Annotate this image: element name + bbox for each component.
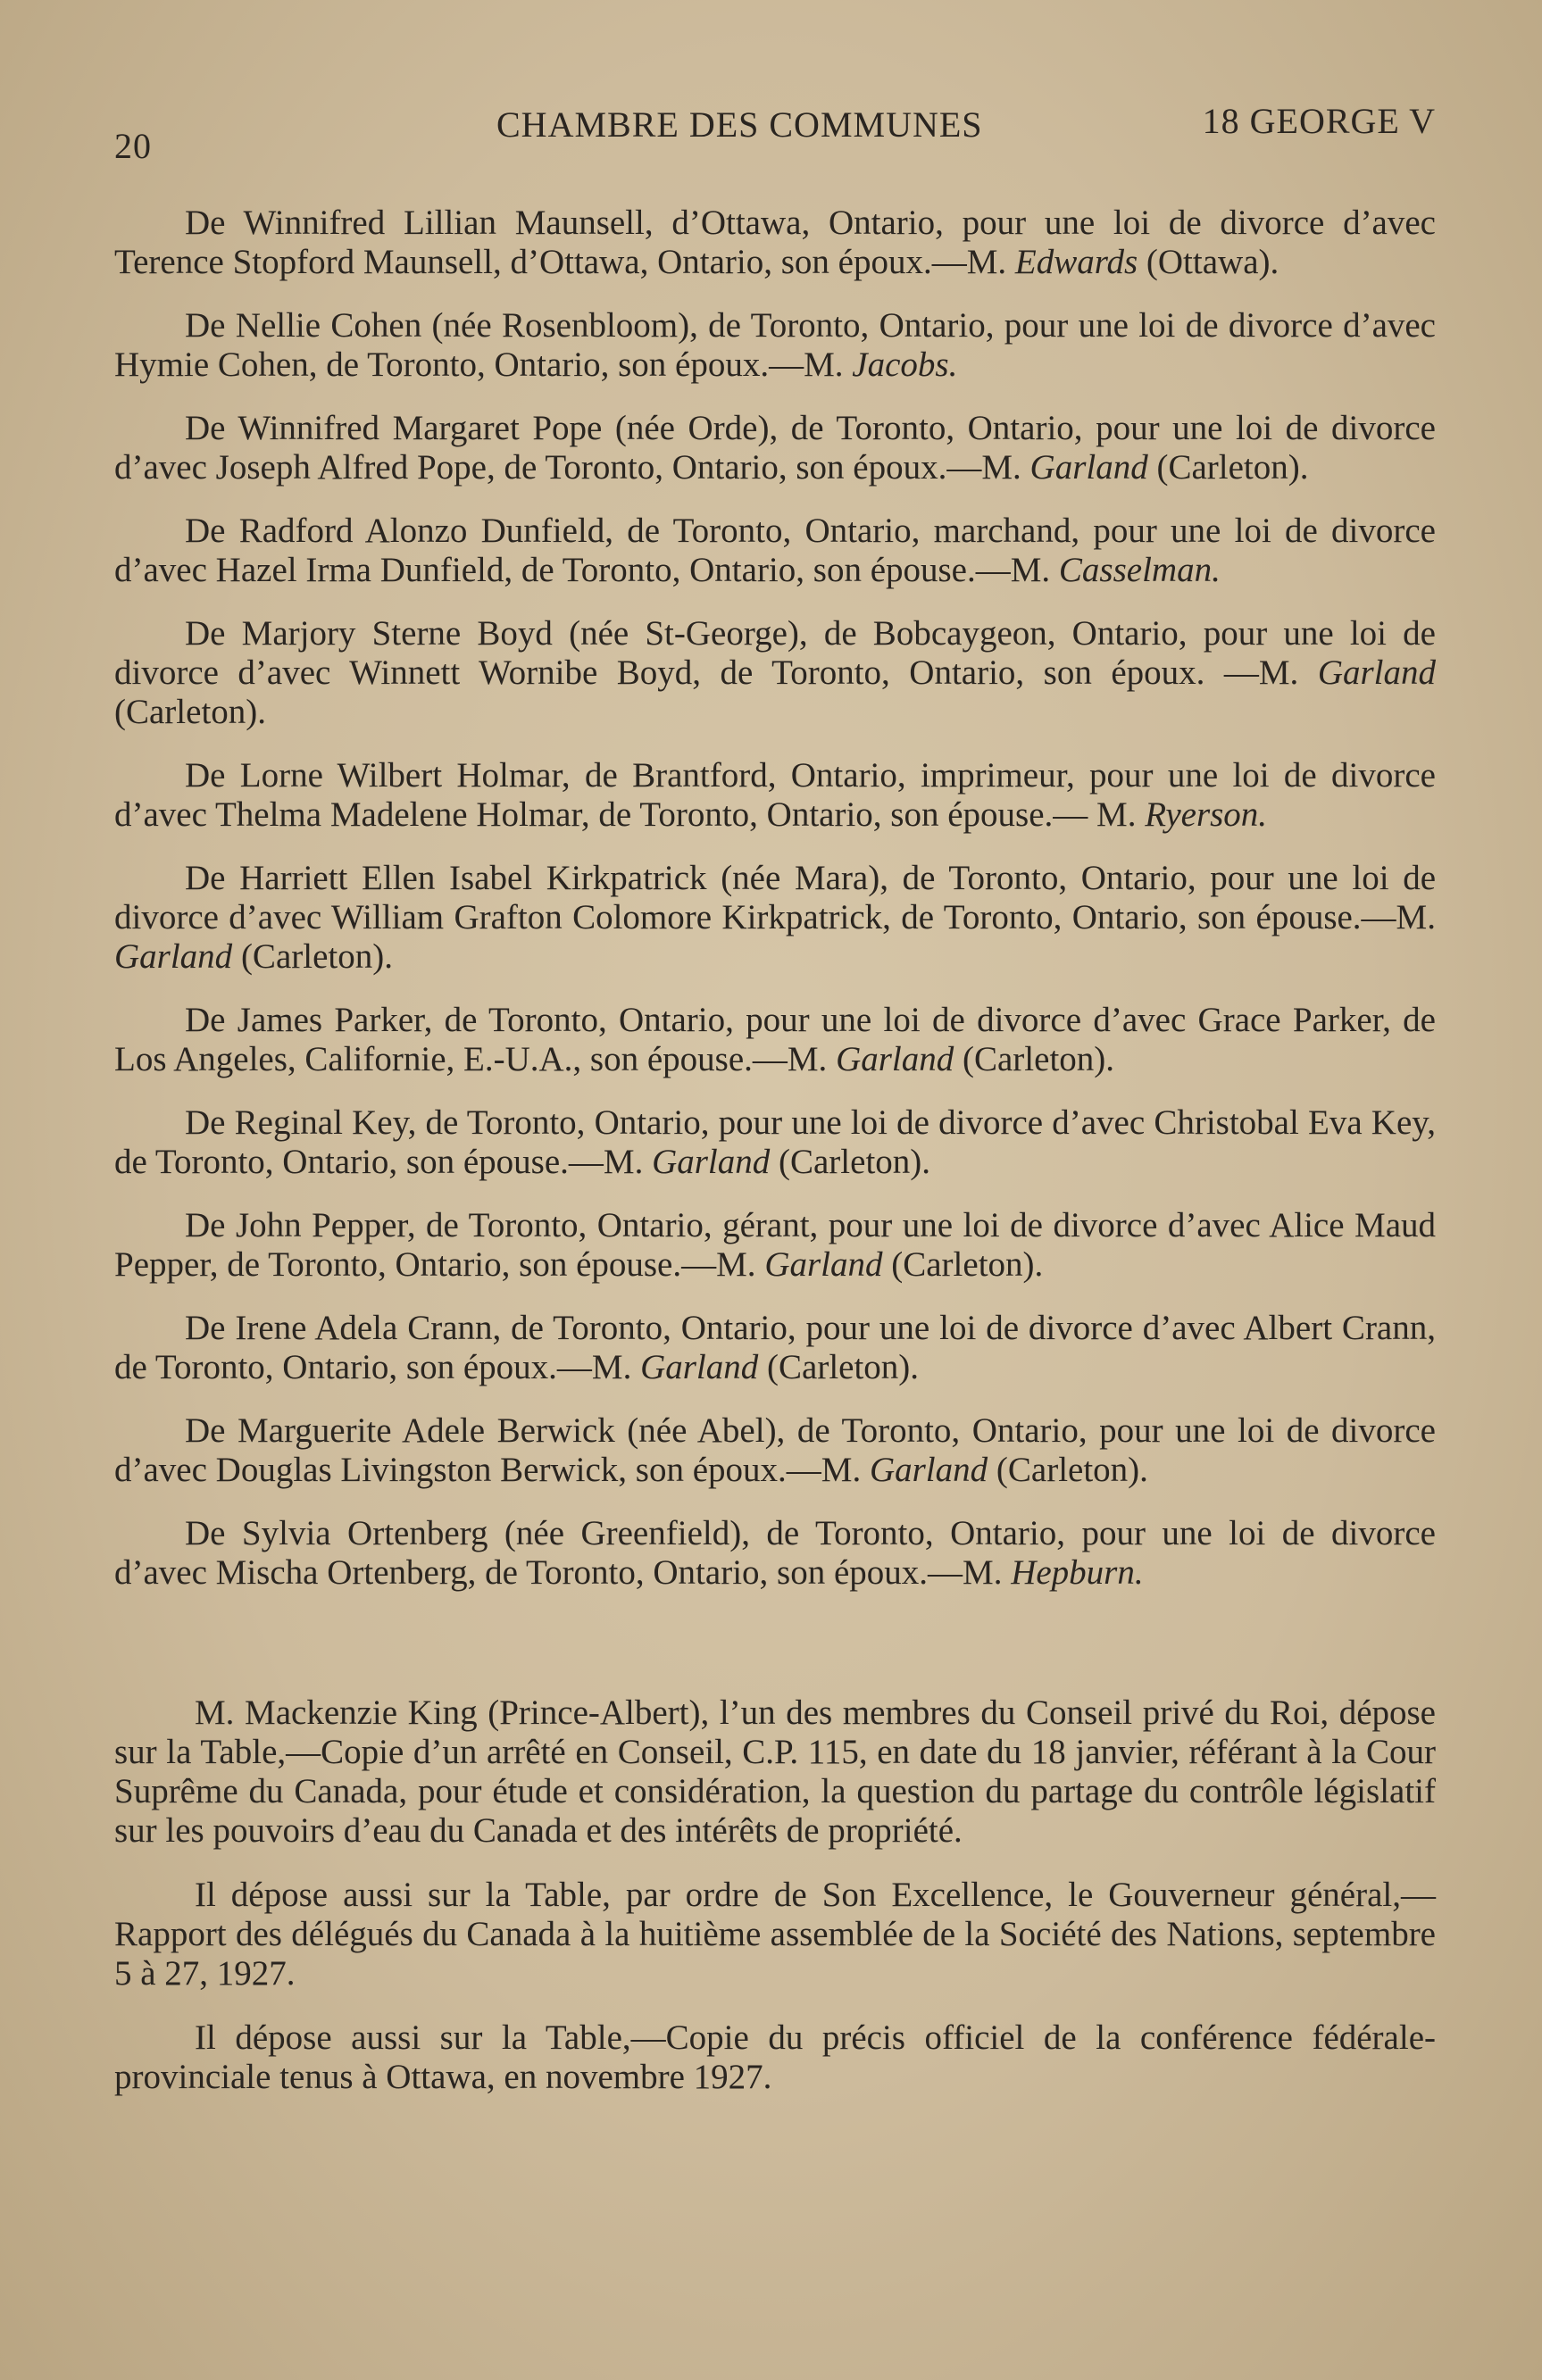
tabled-paragraph: Il dépose aussi sur la Table,—Copie du précis officiel de la conférence fédérale-provinciale tenus à Ottawa, en novembre 1927. — [114, 2018, 1436, 2096]
member-name: Garland — [114, 937, 233, 976]
tabled-documents — [114, 1693, 1436, 2097]
petition-entry: De Radford Alonzo Dunfield, de Toronto, Ontario, marchand, pour une loi de divorce d’avec Hazel Irma Dunfield, de Toronto, Ontario, son épouse.—M. Casselman. — [114, 512, 1436, 589]
page-body — [114, 204, 1436, 2122]
petition-entry: De James Parker, de Toronto, Ontario, pour une loi de divorce d’avec Grace Parker, de Los Angeles, Californie, E.-U.A., son épouse.—M. Garland (Carleton). — [114, 1001, 1436, 1078]
member-name: Edwards — [1014, 243, 1138, 281]
petition-entry: De Irene Adela Crann, de Toronto, Ontario, pour une loi de divorce d’avec Albert Crann, de Toronto, Ontario, son époux.—M. Garland (Carleton). — [114, 1309, 1436, 1386]
page-header — [114, 100, 1436, 166]
reign-label: 18 GEORGE V — [1202, 101, 1436, 141]
divorce-petitions-list — [114, 204, 1436, 1593]
member-name: Garland — [764, 1245, 883, 1284]
petition-entry: De Lorne Wilbert Holmar, de Brantford, Ontario, imprimeur, pour une loi de divorce d’avec Thelma Madelene Holmar, de Toronto, Ontario, son épouse.— M. Ryerson. — [114, 756, 1436, 834]
petition-entry: De Marguerite Adele Berwick (née Abel), de Toronto, Ontario, pour une loi de divorce d’avec Douglas Livingston Berwick, son époux.—M. Garland (Carleton). — [114, 1411, 1436, 1489]
member-name: Garland — [1029, 448, 1148, 487]
member-name: Casselman. — [1058, 551, 1221, 589]
petition-entry: De Marjory Sterne Boyd (née St-George), de Bobcaygeon, Ontario, pour une loi de divorce d’avec Winnett Wornibe Boyd, de Toronto, Ontario, son époux. —M. Garland (Carleton). — [114, 614, 1436, 731]
petition-entry: De Nellie Cohen (née Rosenbloom), de Toronto, Ontario, pour une loi de divorce d’avec Hymie Cohen, de Toronto, Ontario, son époux.—M. Jacobs. — [114, 306, 1436, 384]
page-number: 20 — [114, 126, 152, 166]
petition-entry: De Reginal Key, de Toronto, Ontario, pour une loi de divorce d’avec Christobal Eva Key, de Toronto, Ontario, son épouse.—M. Garland (Carleton). — [114, 1103, 1436, 1181]
petition-entry: De Winnifred Margaret Pope (née Orde), de Toronto, Ontario, pour une loi de divorce d’avec Joseph Alfred Pope, de Toronto, Ontario, son époux.—M. Garland (Carleton). — [114, 409, 1436, 487]
petition-entry: De Winnifred Lillian Maunsell, d’Ottawa, Ontario, pour une loi de divorce d’avec Terence Stopford Maunsell, d’Ottawa, Ontario, son époux.—M. Edwards (Ottawa). — [114, 204, 1436, 281]
member-name: Ryerson. — [1145, 795, 1268, 834]
tabled-paragraph: Il dépose aussi sur la Table, par ordre de Son Excellence, le Gouverneur général,—Rapport des délégués du Canada à la huitième assemblée de la Société des Nations, septembre 5 à 27, 1927. — [114, 1876, 1436, 1993]
section-spacer — [114, 1617, 1436, 1693]
tabled-paragraph: M. Mackenzie King (Prince-Albert), l’un des membres du Conseil privé du Roi, dépose sur la Table,—Copie d’un arrêté en Conseil, C.P. 115, en date du 18 janvier, référant à la Cour Suprême du Canada, pour étude et considération, la question du partage du contrôle législatif sur les pouvoirs d’eau du Canada et des intérêts de propriété. — [114, 1693, 1436, 1850]
member-name: Garland — [652, 1143, 771, 1181]
member-name: Jacobs. — [852, 345, 958, 384]
petition-entry: De Sylvia Ortenberg (née Greenfield), de Toronto, Ontario, pour une loi de divorce d’avec Mischa Ortenberg, de Toronto, Ontario, son époux.—M. Hepburn. — [114, 1514, 1436, 1592]
petition-entry: De John Pepper, de Toronto, Ontario, gérant, pour une loi de divorce d’avec Alice Maud Pepper, de Toronto, Ontario, son épouse.—M. Garland (Carleton). — [114, 1206, 1436, 1284]
member-name: Garland — [640, 1348, 759, 1386]
member-name: Garland — [1317, 653, 1436, 692]
petition-entry: De Harriett Ellen Isabel Kirkpatrick (née Mara), de Toronto, Ontario, pour une loi de divorce d’avec William Grafton Colomore Kirkpatrick, de Toronto, Ontario, son épouse.—M. Garland (Carleton). — [114, 859, 1436, 976]
member-name: Garland — [836, 1040, 954, 1078]
member-name: Hepburn. — [1011, 1553, 1144, 1592]
running-title: CHAMBRE DES COMMUNES — [496, 104, 983, 145]
member-name: Garland — [869, 1451, 988, 1489]
